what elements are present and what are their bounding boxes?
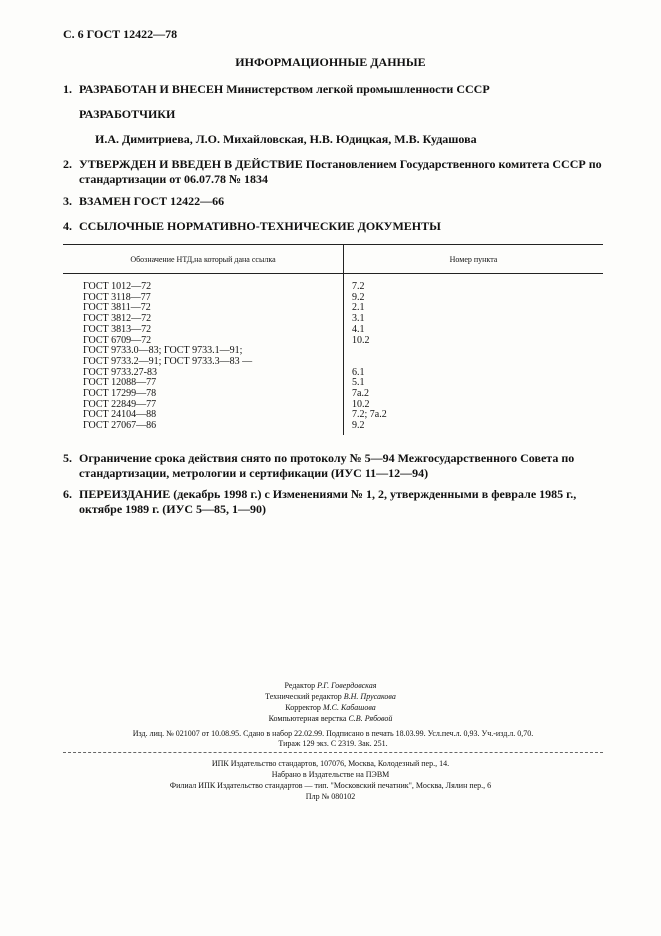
section-1 [63,82,603,97]
section-3-text: ВЗАМЕН ГОСТ 12422—66 [79,194,225,208]
publisher-block [0,758,661,802]
document-cell: ГОСТ 24104—88 [63,410,344,421]
table-row [63,421,603,435]
divider [63,752,603,753]
document-title: ИНФОРМАЦИОННЫЕ ДАННЫЕ [235,55,426,69]
section-2-text-cont: стандартизации от 06.07.78 № 1834 [79,172,269,186]
clause-cell: 7.2; 7а.2 [352,409,387,421]
credit-tech-editor [0,691,661,702]
column-header-document: Обозначение НТД,на который дана ссылка [63,245,344,274]
document-cell: ГОСТ 3812—72 [63,314,344,325]
credits-block [0,680,661,724]
publisher-line-3: Филиал ИПК Издательство стандартов — тип. "Московский печатник", Москва, Лялин пер., 6 [169,781,492,790]
document-cell: ГОСТ 3811—72 [63,303,344,314]
developers-names: И.А. Димитриева, Л.О. Михайловская, Н.В. Юдицкая, М.В. Кудашова [95,132,477,146]
section-number: 5. [63,451,72,465]
developers-heading: РАЗРАБОТЧИКИ [79,107,176,121]
credit-person: М.С. Кабашова [322,703,376,712]
credit-layout [0,713,661,724]
clause-cell: 7.2 [352,281,365,292]
publisher-line-4: Плр № 080102 [305,792,356,801]
document-cell: ГОСТ 6709—72 [63,336,344,347]
credit-label: Корректор [285,703,321,712]
imprint-block [63,729,603,749]
document-cell: ГОСТ 1012—72 [63,274,344,293]
section-6 [63,487,603,517]
section-number: 4. [63,219,72,233]
section-3 [63,194,603,209]
clause-cell [344,357,604,368]
clause-cell: 10.2 [352,334,370,346]
publisher-line-1: ИПК Издательство стандартов, 107076, Москва, Колодезный пер., 14. [211,759,450,768]
section-2-text: Постановлением Государственного комитета СССР по [302,157,602,171]
credit-corrector [0,702,661,713]
clause-cell: 5.1 [352,377,365,389]
page-header: С. 6 ГОСТ 12422—78 [63,27,178,41]
clause-cell: 4.1 [352,323,365,335]
section-6-text: ПЕРЕИЗДАНИЕ (декабрь 1998 г.) с Изменениями № 1, 2, утвержденными в феврале 1985 г., [79,487,577,501]
clause-cell [344,346,604,357]
column-header-clause: Номер пункта [344,245,604,274]
table-row [63,274,603,293]
document-cell: ГОСТ 9733.2—91; ГОСТ 9733.3—83 — [63,357,344,368]
credit-person: С.В. Рябовой [348,714,393,723]
section-6-text-cont: октябре 1989 г. (ИУС 5—85, 1—90) [79,502,267,516]
credit-person: В.Н. Прусакова [343,692,396,701]
section-number: 6. [63,487,72,501]
document-cell: ГОСТ 12088—77 [63,378,344,389]
publisher-line-2: Набрано в Издательстве на ПЭВМ [271,770,390,779]
document-cell: ГОСТ 27067—86 [63,421,344,435]
document-cell: ГОСТ 9733.27-83 [63,368,344,379]
section-5-text-cont: стандартизации, метрологии и сертификации (ИУС 11—12—94) [79,466,429,480]
section-2 [63,157,603,187]
clause-cell: 6.1 [352,366,365,378]
clause-cell: 9.2 [352,420,365,432]
section-number: 1. [63,82,72,96]
credit-label: Технический редактор [265,692,342,701]
document-cell: ГОСТ 22849—77 [63,400,344,411]
clause-cell: 3.1 [352,313,365,325]
section-1-text: Министерством легкой промышленности СССР [223,82,490,96]
section-4 [63,219,603,234]
clause-cell: 10.2 [352,398,370,410]
document-cell: ГОСТ 9733.0—83; ГОСТ 9733.1—91; [63,346,344,357]
credit-label: Компьютерная верстка [268,714,347,723]
clause-cell: 7а.2 [352,388,369,400]
document-cell: ГОСТ 3118—77 [63,293,344,304]
section-number: 3. [63,194,72,208]
clause-cell: 9.2 [352,291,365,303]
section-1-bold: РАЗРАБОТАН И ВНЕСЕН [79,82,224,96]
credit-person: Р.Г. Говердовская [317,681,377,690]
imprint-line-1: Изд. лиц. № 021007 от 10.08.95. Сдано в набор 22.02.99. Подписано в печать 18.03.99. Усл.печ.л. 0,93. Уч.-изд.л. 0,70. [132,729,534,738]
section-5-text: Ограничение срока действия снято по протоколу № 5—94 Межгосударственного Совета по [79,451,575,465]
section-5 [63,451,603,481]
table-row [63,325,603,336]
references-table [63,244,603,435]
imprint-line-2: Тираж 129 экз. С 2319. Зак. 251. [278,739,388,748]
document-cell: ГОСТ 17299—78 [63,389,344,400]
document-cell: ГОСТ 3813—72 [63,325,344,336]
credit-label: Редактор [284,681,316,690]
section-number: 2. [63,157,72,171]
section-4-text: ССЫЛОЧНЫЕ НОРМАТИВНО-ТЕХНИЧЕСКИЕ ДОКУМЕНТЫ [79,219,441,233]
clause-cell: 2.1 [352,302,365,314]
section-2-bold: УТВЕРЖДЕН И ВВЕДЕН В ДЕЙСТВИЕ [79,157,303,171]
credit-editor [0,680,661,691]
